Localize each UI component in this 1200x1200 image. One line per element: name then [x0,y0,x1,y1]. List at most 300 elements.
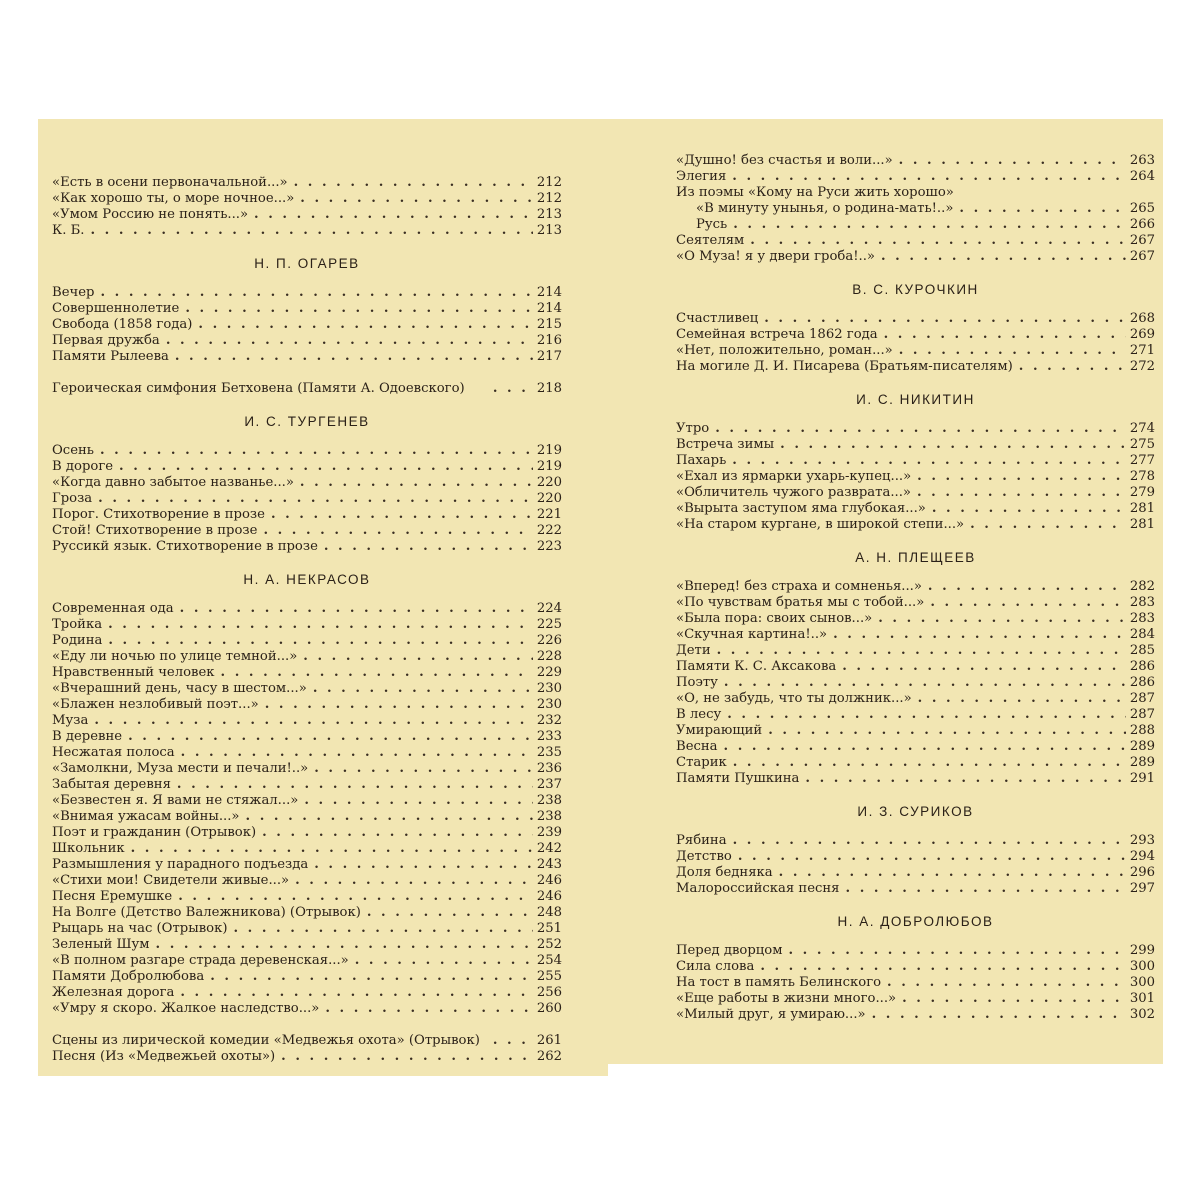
entry-page-number: 219 [536,443,562,458]
entry-title: «Когда давно забытое названье...» [52,475,294,490]
left-contents-column [52,175,562,1065]
toc-entry [676,865,1155,881]
entry-title: Муза [52,713,89,728]
author-heading: А. Н. ПЛЕЩЕЕВ [855,550,976,565]
toc-entry [52,1049,562,1065]
dot-leader [204,969,533,985]
toc-entry [52,889,562,905]
dot-leader [732,849,1126,865]
dot-leader [926,501,1126,517]
entry-page-number: 301 [1129,991,1155,1006]
toc-entry [52,953,562,969]
dot-leader [744,233,1126,249]
entry-title: «В минуту унынья, о родина-мать!..» [696,201,954,216]
entry-title: Железная дорога [52,985,175,1000]
entry-page-number: 230 [536,681,562,696]
entry-page-number: 238 [536,809,562,824]
toc-entry [676,675,1155,691]
entry-page-number: 243 [536,857,562,872]
entry-title: «Душно! без счастья и воли...» [676,153,893,168]
toc-entry [676,595,1155,611]
entry-title: «Безвестен я. Я вами не стяжал...» [52,793,299,808]
author-heading: И. З. СУРИКОВ [857,804,974,819]
entry-title: На тост в память Белинского [676,975,882,990]
entry-title: Размышления у парадного подъезда [52,857,309,872]
dot-leader [259,697,533,713]
entry-page-number: 291 [1129,771,1155,786]
entry-page-number: 232 [536,713,562,728]
toc-entry [52,191,562,207]
entry-page-number: 283 [1129,595,1155,610]
entry-title: «Скучная картина!..» [676,627,828,642]
right-page [608,119,1163,1064]
entry-title: Из поэмы «Кому на Руси жить хорошо» [676,185,954,200]
toc-entry [676,359,1155,375]
toc-entry [676,943,1155,959]
entry-title: «Обличитель чужого разврата...» [676,485,911,500]
dot-leader [1013,359,1126,375]
entry-title: Осень [52,443,94,458]
toc-entry [52,697,562,713]
toc-entry [676,579,1155,595]
toc-entry [676,469,1155,485]
dot-leader [875,249,1126,265]
entry-title: Вечер [52,285,95,300]
toc-entry [52,301,562,317]
entry-page-number: 262 [536,1049,562,1064]
entry-title: Семейная встреча 1862 года [676,327,878,342]
dot-leader [964,517,1126,533]
entry-title: «Еще работы в жизни много...» [676,991,897,1006]
entry-page-number: 256 [536,985,562,1000]
entry-page-number: 286 [1129,659,1155,674]
toc-entry [676,833,1155,849]
entry-title: На Волге (Детство Валежникова) (Отрывок) [52,905,361,920]
dot-leader [227,921,532,937]
dot-leader [294,191,533,207]
dot-leader [92,491,533,507]
entry-title: Родина [52,633,103,648]
entry-page-number: 216 [536,333,562,348]
entry-page-number: 225 [536,617,562,632]
toc-entry [676,421,1155,437]
toc-entry [676,707,1155,723]
toc-entry [52,873,562,889]
toc-entry [676,233,1155,249]
entry-title: «Есть в осени первоначальной...» [52,175,288,190]
entry-page-number: 260 [536,1001,562,1016]
entry-page-number: 255 [536,969,562,984]
entry-page-number: 235 [536,745,562,760]
toc-entry [676,485,1155,501]
entry-title: «Замолкни, Муза мести и печали!..» [52,761,309,776]
dot-leader [762,723,1126,739]
dot-leader [487,381,533,397]
entry-page-number: 267 [1129,249,1155,264]
entry-title: На могиле Д. И. Писарева (Братьям-писателям) [676,359,1013,374]
toc-entry [52,665,562,681]
entry-page-number: 218 [536,381,562,396]
toc-entry [52,905,562,921]
dot-leader [911,469,1126,485]
entry-page-number: 302 [1129,1007,1155,1022]
entry-page-number: 275 [1129,437,1155,452]
entry-title: «На старом кургане, в широкой степи...» [676,517,965,532]
dot-leader [265,507,533,523]
dot-leader [911,485,1126,501]
dot-leader [773,865,1126,881]
toc-entry [52,349,562,365]
toc-entry [676,343,1155,359]
entry-title: В дороге [52,459,114,474]
entry-page-number: 238 [536,793,562,808]
toc-entry [52,175,562,191]
dot-leader [113,459,533,475]
entry-title: Рябина [676,833,727,848]
dot-leader [257,523,532,539]
toc-entry [52,333,562,349]
dot-leader [912,691,1126,707]
entry-title: Совершеннолетие [52,301,180,316]
toc-entry [676,501,1155,517]
dot-leader [872,611,1126,627]
dot-leader [758,311,1126,327]
toc-entry [676,849,1155,865]
toc-entry [676,691,1155,707]
entry-page-number: 212 [536,191,562,206]
author-heading: И. С. НИКИТИН [856,392,975,407]
entry-title: Зеленый Шум [52,937,150,952]
entry-title: Героическая симфония Бетховена (Памяти А. Одоевского) [52,381,465,396]
entry-page-number: 289 [1129,739,1155,754]
entry-page-number: 226 [536,633,562,648]
entry-page-number: 246 [536,873,562,888]
entry-page-number: 283 [1129,611,1155,626]
entry-page-number: 248 [536,905,562,920]
entry-page-number: 261 [536,1033,562,1048]
entry-title: Поэт и гражданин (Отрывок) [52,825,257,840]
dot-leader [881,975,1126,991]
dot-leader [88,713,533,729]
entry-title: Весна [676,739,718,754]
dot-leader [179,301,532,317]
entry-title: Сцены из лирической комедии «Медвежья охота» (Отрывок) [52,1033,480,1048]
entry-title: «Блажен незлобивый поэт...» [52,697,259,712]
author-heading: Н. А. ДОБРОЛЮБОВ [837,914,994,929]
entry-title: «Еду ли ночью по улице темной...» [52,649,298,664]
dot-leader [169,349,533,365]
entry-page-number: 214 [536,301,562,316]
toc-entry [52,937,562,953]
entry-page-number: 219 [536,459,562,474]
dot-leader [240,809,533,825]
entry-page-number: 263 [1129,153,1155,168]
toc-entry [52,365,562,397]
entry-title: Забытая деревня [52,777,171,792]
dot-leader [922,579,1126,595]
dot-leader [275,1049,533,1065]
toc-entry [52,491,562,507]
toc-entry [676,517,1155,533]
toc-entry [52,649,562,665]
dot-leader [307,681,533,697]
toc-entry [676,991,1155,1007]
dot-leader [150,937,533,953]
entry-title: Руссикй язык. Стихотворение в прозе [52,539,318,554]
dot-leader [754,959,1126,975]
entry-title: Свобода (1858 года) [52,317,193,332]
toc-entry [52,969,562,985]
entry-title: «Умру я скоро. Жалкое наследство...» [52,1001,320,1016]
toc-entry [676,217,1155,233]
dot-leader [192,317,532,333]
entry-title: Утро [676,421,710,436]
entry-page-number: 274 [1129,421,1155,436]
entry-page-number: 284 [1129,627,1155,642]
entry-title: Первая дружба [52,333,160,348]
entry-title: «В полном разгаре страда деревенская...» [52,953,349,968]
toc-entry [676,975,1155,991]
dot-leader [256,825,533,841]
entry-title: «Вперед! без страха и сомненья...» [676,579,922,594]
toc-entry [52,681,562,697]
entry-page-number: 264 [1129,169,1155,184]
toc-entry [676,627,1155,643]
dot-leader [727,217,1126,233]
dot-leader [288,175,533,191]
entry-page-number: 246 [536,889,562,904]
entry-page-number: 217 [536,349,562,364]
entry-page-number: 293 [1129,833,1155,848]
dot-leader [175,745,533,761]
entry-page-number: 236 [536,761,562,776]
dot-leader [297,649,533,665]
toc-entry [676,755,1155,771]
entry-page-number: 278 [1129,469,1155,484]
toc-entry [676,1007,1155,1023]
entry-page-number: 224 [536,601,562,616]
entry-page-number: 277 [1129,453,1155,468]
entry-title: Песня Еремушке [52,889,173,904]
toc-entry [52,207,562,223]
entry-page-number: 251 [536,921,562,936]
entry-page-number: 285 [1129,643,1155,658]
entry-title: «Стихи мои! Свидетели живые...» [52,873,290,888]
entry-title: «Нет, положительно, роман...» [676,343,893,358]
toc-entry [676,437,1155,453]
dot-leader [294,475,533,491]
entry-page-number: 289 [1129,755,1155,770]
toc-entry [676,185,1155,201]
entry-title: «О Муза! я у двери гроба!..» [676,249,875,264]
entry-title: Дети [676,643,711,658]
toc-entry [676,249,1155,265]
toc-entry [52,713,562,729]
dot-leader [94,285,532,301]
entry-title: Современная ода [52,601,174,616]
dot-leader [840,881,1126,897]
entry-title: Пахарь [676,453,727,468]
dot-leader [727,833,1126,849]
entry-title: Памяти Добролюбова [52,969,205,984]
dot-leader [160,333,533,349]
entry-page-number: 282 [1129,579,1155,594]
dot-leader [893,343,1126,359]
entry-title: Тройка [52,617,103,632]
toc-entry [676,659,1155,675]
entry-title: Старик [676,755,727,770]
dot-leader [782,943,1125,959]
toc-entry [52,285,562,301]
toc-entry [52,601,562,617]
entry-title: «Ехал из ярмарки ухарь-купец...» [676,469,912,484]
toc-entry [52,921,562,937]
entry-page-number: 237 [536,777,562,792]
entry-title: Несжатая полоса [52,745,175,760]
entry-page-number: 239 [536,825,562,840]
toc-entry [52,777,562,793]
entry-page-number: 266 [1129,217,1155,232]
entry-page-number: 223 [536,539,562,554]
entry-title: Памяти К. С. Аксакова [676,659,837,674]
entry-title: Сеятелям [676,233,745,248]
toc-entry [676,327,1155,343]
entry-page-number: 287 [1129,707,1155,722]
dot-leader [248,207,533,223]
entry-title: «Была пора: своих сынов...» [676,611,873,626]
right-contents-column [676,153,1155,1023]
dot-leader [827,627,1126,643]
entry-title: Встреча зимы [676,437,775,452]
entry-title: «Как хорошо ты, о море ночное...» [52,191,295,206]
entry-page-number: 252 [536,937,562,952]
dot-leader [84,223,532,239]
entry-title: Поэту [676,675,718,690]
toc-entry [676,771,1155,787]
dot-leader [721,707,1126,723]
entry-page-number: 269 [1129,327,1155,342]
entry-title: Перед дворцом [676,943,783,958]
entry-title: Школьник [52,841,125,856]
entry-page-number: 299 [1129,943,1155,958]
dot-leader [487,1033,533,1049]
entry-page-number: 213 [536,223,562,238]
entry-title: Рыцарь на час (Отрывок) [52,921,228,936]
dot-leader [122,729,533,745]
entry-title: Умирающий [676,723,763,738]
entry-page-number: 213 [536,207,562,222]
toc-entry [52,985,562,1001]
entry-page-number: 228 [536,649,562,664]
toc-entry [52,539,562,555]
entry-title: Русь [696,217,728,232]
entry-title: «Умом Россию не понять...» [52,207,249,222]
entry-page-number: 268 [1129,311,1155,326]
dot-leader [726,453,1126,469]
dot-leader [289,873,533,889]
toc-entry [676,959,1155,975]
entry-title: Стой! Стихотворение в прозе [52,523,258,538]
entry-title: «Внимая ужасам войны...» [52,809,240,824]
entry-page-number: 300 [1129,975,1155,990]
entry-title: Элегия [676,169,727,184]
entry-page-number: 230 [536,697,562,712]
toc-entry [52,317,562,333]
entry-page-number: 242 [536,841,562,856]
dot-leader [726,169,1126,185]
entry-page-number: 265 [1129,201,1155,216]
entry-title: «Милый друг, я умираю...» [676,1007,866,1022]
entry-page-number: 287 [1129,691,1155,706]
toc-entry [52,617,562,633]
entry-page-number: 281 [1129,517,1155,532]
toc-entry [52,761,562,777]
entry-title: Памяти Пушкина [676,771,800,786]
dot-leader [319,1001,532,1017]
dot-leader [308,857,533,873]
dot-leader [718,739,1126,755]
dot-leader [215,665,533,681]
entry-title: Сила слова [676,959,755,974]
toc-entry [52,475,562,491]
toc-entry [52,809,562,825]
toc-entry [52,459,562,475]
dot-leader [774,437,1126,453]
toc-entry [676,881,1155,897]
entry-title: Детство [676,849,732,864]
entry-title: Песня (Из «Медвежьей охоты») [52,1049,276,1064]
entry-title: «О, не забудь, что ты должник...» [676,691,912,706]
dot-leader [893,153,1126,169]
dot-leader [308,761,533,777]
entry-page-number: 267 [1129,233,1155,248]
dot-leader [836,659,1126,675]
dot-leader [171,777,533,793]
toc-entry [52,1001,562,1017]
dot-leader [125,841,533,857]
entry-title: Гроза [52,491,93,506]
toc-entry [52,745,562,761]
entry-title: Доля бедняка [676,865,773,880]
entry-page-number: 286 [1129,675,1155,690]
dot-leader [174,985,532,1001]
toc-entry [676,453,1155,469]
entry-page-number: 220 [536,491,562,506]
entry-title: Счастливец [676,311,759,326]
dot-leader [953,201,1125,217]
dot-leader [866,1007,1126,1023]
dot-leader [349,953,533,969]
toc-entry [52,857,562,873]
author-heading: И. С. ТУРГЕНЕВ [244,414,370,429]
author-heading: В. С. КУРОЧКИН [852,282,979,297]
dot-leader [727,755,1126,771]
entry-page-number: 294 [1129,849,1155,864]
toc-entry [676,201,1155,217]
entry-page-number: 288 [1129,723,1155,738]
dot-leader [172,889,533,905]
author-heading: Н. П. ОГАРЕВ [254,256,360,271]
dot-leader [896,991,1126,1007]
toc-entry [52,223,562,239]
dot-leader [174,601,533,617]
entry-title: В лесу [676,707,722,722]
toc-entry [52,443,562,459]
toc-entry [52,1017,562,1049]
dot-leader [878,327,1126,343]
entry-page-number: 215 [536,317,562,332]
toc-entry [676,739,1155,755]
